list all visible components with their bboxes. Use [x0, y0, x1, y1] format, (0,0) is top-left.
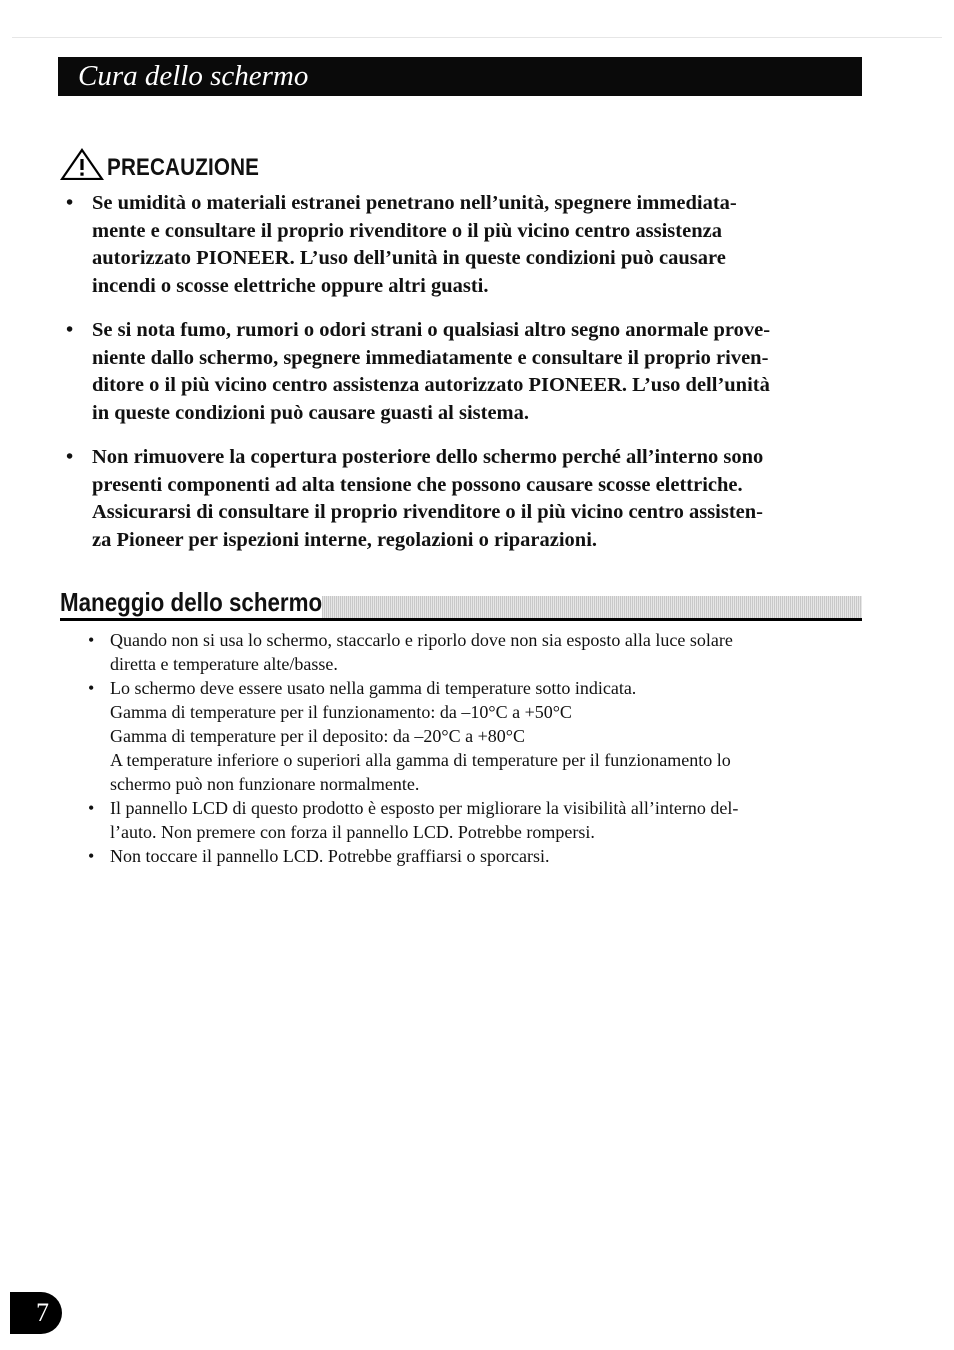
text-line: incendi o scosse elettriche oppure altri guasti. [92, 274, 489, 297]
bullet: • [88, 678, 95, 698]
text-line: diretta e temperature alte/basse. [110, 654, 338, 674]
caution-label: PRECAUZIONE [107, 154, 260, 181]
text-line: Assicurarsi di consultare il proprio rivenditore o il più vicino centro assisten- [92, 501, 764, 523]
page-title: Cura dello schermo [58, 57, 862, 96]
text-line: Se umidità o materiali estranei penetrano nell’unità, spegnere immediata- [92, 192, 737, 214]
list-item [88, 844, 828, 868]
text-line: Lo schermo deve essere usato nella gamma di temperature sotto indicata. [110, 678, 637, 698]
handling-list [88, 628, 828, 868]
text-line: Gamma di temperature per il funzionamento: da –10°C a +50°C [110, 702, 572, 722]
section-title: Maneggio dello schermo [60, 587, 323, 617]
section-heading-rule [60, 618, 862, 621]
text-line: mente e consultare il proprio rivenditore o il più vicino centro assistenza [92, 219, 722, 242]
text-line: autorizzato PIONEER. L’uso dell’unità in queste condizioni può causare [92, 247, 726, 269]
warning-triangle-icon [60, 148, 104, 180]
caution-list [66, 190, 836, 571]
list-item [88, 628, 828, 676]
section-heading-handling [60, 586, 862, 622]
text-line: l’auto. Non premere con forza il pannello LCD. Potrebbe rompersi. [110, 822, 595, 842]
text-line: presenti componenti ad alta tensione che possono causare scosse elettriche. [92, 473, 743, 496]
bullet: • [66, 446, 74, 468]
list-item [66, 444, 836, 554]
text-line: A temperature inferiore o superiori alla gamma di temperature per il funzionamento lo [110, 750, 731, 770]
list-item [66, 317, 836, 427]
bullet: • [88, 798, 95, 818]
text-line: Se si nota fumo, rumori o odori strani o qualsiasi altro segno anormale prove- [92, 319, 771, 341]
text-line: Non rimuovere la copertura posteriore dello schermo perché all’interno sono [92, 446, 764, 468]
section-heading-band [322, 596, 862, 618]
bullet: • [66, 319, 74, 341]
text-line: ditore o il più vicino centro assistenza autorizzato PIONEER. L’uso dell’unità [92, 374, 770, 396]
caution-heading [60, 146, 284, 180]
list-item [66, 190, 836, 300]
text-line: Il pannello LCD di questo prodotto è esposto per migliorare la visibilità all’interno del- [110, 798, 739, 818]
text-line: niente dallo schermo, spegnere immediatamente e consultare il proprio riven- [92, 346, 769, 369]
list-item [88, 796, 828, 844]
page-number: 7 [36, 1298, 49, 1327]
bullet: • [88, 630, 95, 650]
text-line: schermo può non funzionare normalmente. [110, 774, 420, 794]
top-rule [12, 37, 942, 38]
bullet: • [66, 192, 74, 214]
text-line: Quando non si usa lo schermo, staccarlo e riporlo dove non sia esposto alla luce solare [110, 630, 733, 650]
text-line: za Pioneer per ispezioni interne, regolazioni o riparazioni. [92, 528, 598, 551]
bullet: • [88, 846, 95, 866]
text-line: Gamma di temperature per il deposito: da –20°C a +80°C [110, 726, 525, 746]
text-line: Non toccare il pannello LCD. Potrebbe graffiarsi o sporcarsi. [110, 846, 550, 866]
list-item [88, 676, 828, 796]
text-line: in queste condizioni può causare guasti al sistema. [92, 401, 529, 424]
